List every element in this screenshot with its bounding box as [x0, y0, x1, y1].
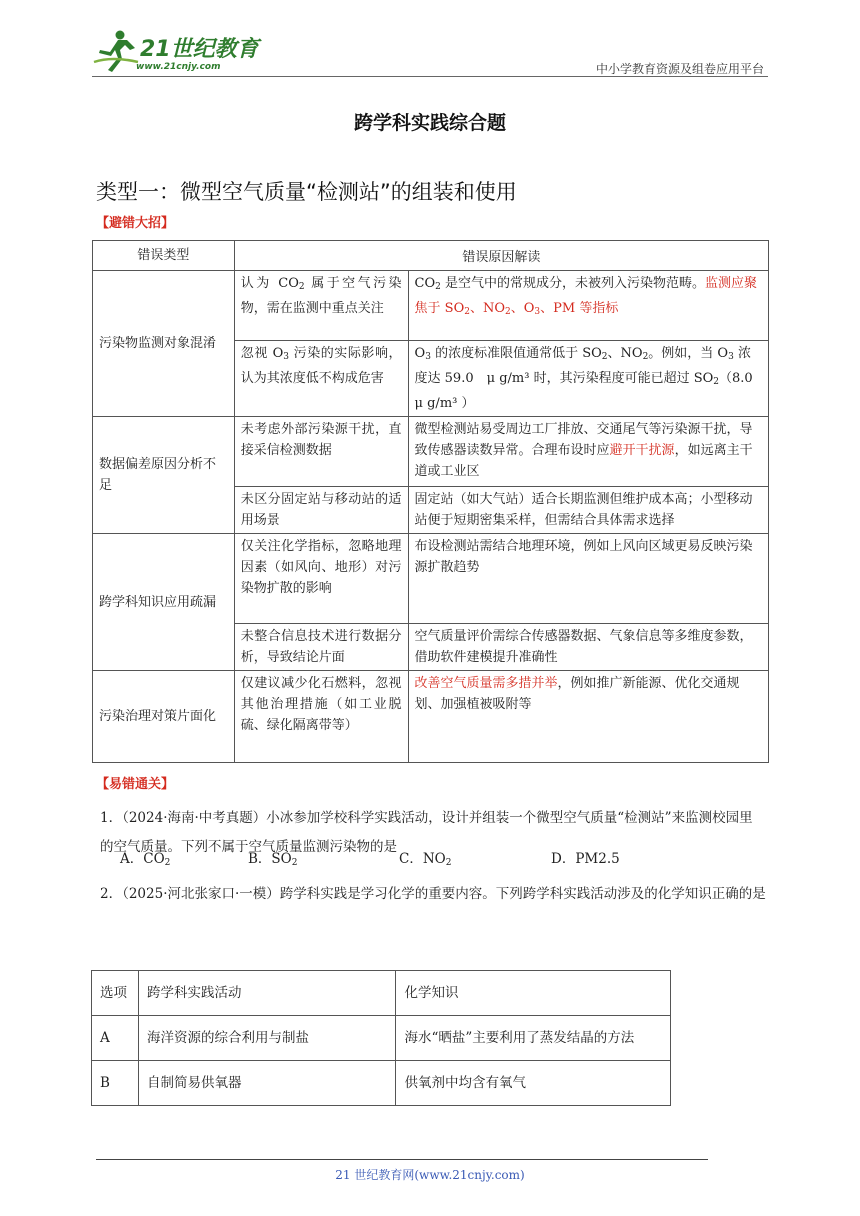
activity-table [91, 970, 671, 1106]
option-b: B．$SO_2$ [248, 851, 298, 868]
option-a: A．$CO_2$ [120, 851, 171, 868]
activity-cell: B [92, 1061, 139, 1106]
option-d: D．PM2.5 [551, 851, 620, 867]
activity-cell: A [92, 1016, 139, 1061]
reason-cell: 空气质量评价需综合传感器数据、气象信息等多维度参数，借助软件建模提升准确性 [408, 624, 768, 671]
col-header-reason: 错误原因解读 [234, 241, 768, 271]
error-type-cell: 污染物监测对象混淆 [93, 271, 235, 417]
runner-logo-icon [92, 28, 140, 74]
page-header [92, 28, 768, 80]
logo-text: 21世纪教育 [140, 37, 259, 62]
footer-text: 21 世纪教育网(www.21cnjy.com) [335, 1168, 525, 1182]
question-1-options [120, 847, 720, 871]
activity-cell: 跨学科实践活动 [138, 971, 396, 1016]
error-row [93, 271, 769, 341]
section-heading: 类型一：微型空气质量“检测站”的组装和使用 [96, 180, 517, 204]
reason-cell: $CO_2$ 是空气中的常规成分，未被列入污染物范畴。监测应聚焦于 $SO_2$、$NO_2$、$O_3$、PM 等指标 [408, 271, 768, 341]
tag-avoid-errors: 【避错大招】 [96, 216, 175, 231]
footer-divider [96, 1159, 708, 1160]
col-header-type: 错误类型 [93, 241, 235, 271]
platform-name: 中小学教育资源及组卷应用平台 [595, 62, 764, 76]
reason-cell: 布设检测站需结合地理环境，例如上风向区域更易反映污染源扩散趋势 [408, 534, 768, 624]
wrong-idea-cell: 仅建议减少化石燃料，忽视其他治理措施（如工业脱硫、绿化隔离带等） [234, 671, 408, 763]
tag-pass-errors: 【易错通关】 [96, 777, 175, 792]
option-c: C．$NO_2$ [399, 851, 452, 868]
wrong-idea-cell: 忽视 $O_3$ 污染的实际影响，认为其浓度低不构成危害 [234, 341, 408, 417]
error-row [93, 534, 769, 624]
activity-row [92, 1061, 671, 1106]
reason-cell: 固定站（如大气站）适合长期监测但维护成本高；小型移动站便于短期密集采样，但需结合具体需求选择 [408, 487, 768, 534]
page-title: 跨学科实践综合题 [353, 112, 506, 134]
wrong-idea-cell: 未区分固定站与移动站的适用场景 [234, 487, 408, 534]
activity-cell: 供氧剂中均含有氧气 [396, 1061, 671, 1106]
wrong-idea-cell: 认为 $CO_2$ 属于空气污染物，需在监测中重点关注 [234, 271, 408, 341]
wrong-idea-cell: 未考虑外部污染源干扰，直接采信检测数据 [234, 417, 408, 487]
reason-cell: $O_3$ 的浓度标准限值通常低于 $SO_2$、$NO_2$。例如，当 $O_3$ 浓度达 59.0 μ g/m³ 时，其污染程度可能已超过 $SO_2(8.0$ μ g/m³ ） [408, 341, 768, 417]
logo-url: www.21cnjy.com [136, 62, 221, 72]
error-type-cell: 数据偏差原因分析不足 [93, 417, 235, 534]
reason-cell: 改善空气质量需多措并举，例如推广新能源、优化交通规划、加强植被吸附等 [408, 671, 768, 763]
error-type-cell: 污染治理对策片面化 [93, 671, 235, 763]
question-2: 2．（2025·河北张家口·一模）跨学科实践是学习化学的重要内容。下列跨学科实践活动涉及的化学知识正确的是 [100, 886, 766, 902]
activity-header-row [92, 971, 671, 1016]
activity-cell: 自制简易供氧器 [138, 1061, 396, 1106]
activity-cell: 选项 [92, 971, 139, 1016]
wrong-idea-cell: 仅关注化学指标，忽略地理因素（如风向、地形）对污染物扩散的影响 [234, 534, 408, 624]
question-1: 1．（2024·海南·中考真题）小冰参加学校科学实践活动，设计并组装一个微型空气质量“检测站”来监测校园里 的空气质量。下列不属于空气质量监测污染物的是 [100, 810, 767, 855]
activity-cell: 化学知识 [396, 971, 671, 1016]
logo [92, 28, 262, 80]
error-row [93, 671, 769, 763]
activity-row [92, 1016, 671, 1061]
error-table-body [93, 271, 769, 763]
reason-cell: 微型检测站易受周边工厂排放、交通尾气等污染源干扰，导致传感器读数异常。合理布设时应避开干扰源，如远离主干道或工业区 [408, 417, 768, 487]
error-table [92, 240, 769, 763]
activity-cell: 海水“晒盐”主要利用了蒸发结晶的方法 [396, 1016, 671, 1061]
activity-table-body [92, 971, 671, 1106]
activity-cell: 海洋资源的综合利用与制盐 [138, 1016, 396, 1061]
error-row [93, 417, 769, 487]
error-type-cell: 跨学科知识应用疏漏 [93, 534, 235, 671]
header-divider [92, 76, 768, 77]
wrong-idea-cell: 未整合信息技术进行数据分析，导致结论片面 [234, 624, 408, 671]
